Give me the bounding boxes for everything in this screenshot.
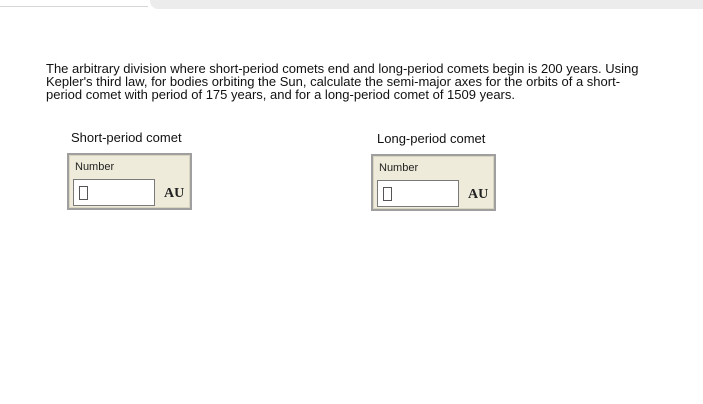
short-period-label: Short-period comet xyxy=(71,130,182,145)
question-line-2: Kepler's third law, for bodies orbiting the Sun, calculate the semi-major axes for the orbits of a short- xyxy=(46,74,621,89)
top-right-strip xyxy=(150,0,703,9)
top-bar xyxy=(0,0,703,9)
long-period-unit: AU xyxy=(468,187,489,202)
short-period-unit: AU xyxy=(164,186,185,201)
short-period-cursor-icon xyxy=(79,186,88,200)
long-period-number-title: Number xyxy=(379,162,419,174)
long-period-answer-box xyxy=(371,154,496,211)
top-left-tab xyxy=(0,0,148,7)
short-period-number-title: Number xyxy=(75,161,115,173)
long-period-label: Long-period comet xyxy=(377,131,486,146)
long-period-cursor-icon xyxy=(383,187,392,201)
short-period-answer-box xyxy=(67,153,192,210)
question-text xyxy=(46,62,656,101)
question-line-1: The arbitrary division where short-period comets end and long-period comets begin is 200 years. Using xyxy=(46,61,639,76)
question-line-3: period comet with period of 175 years, and for a long-period comet of 1509 years. xyxy=(46,87,515,102)
